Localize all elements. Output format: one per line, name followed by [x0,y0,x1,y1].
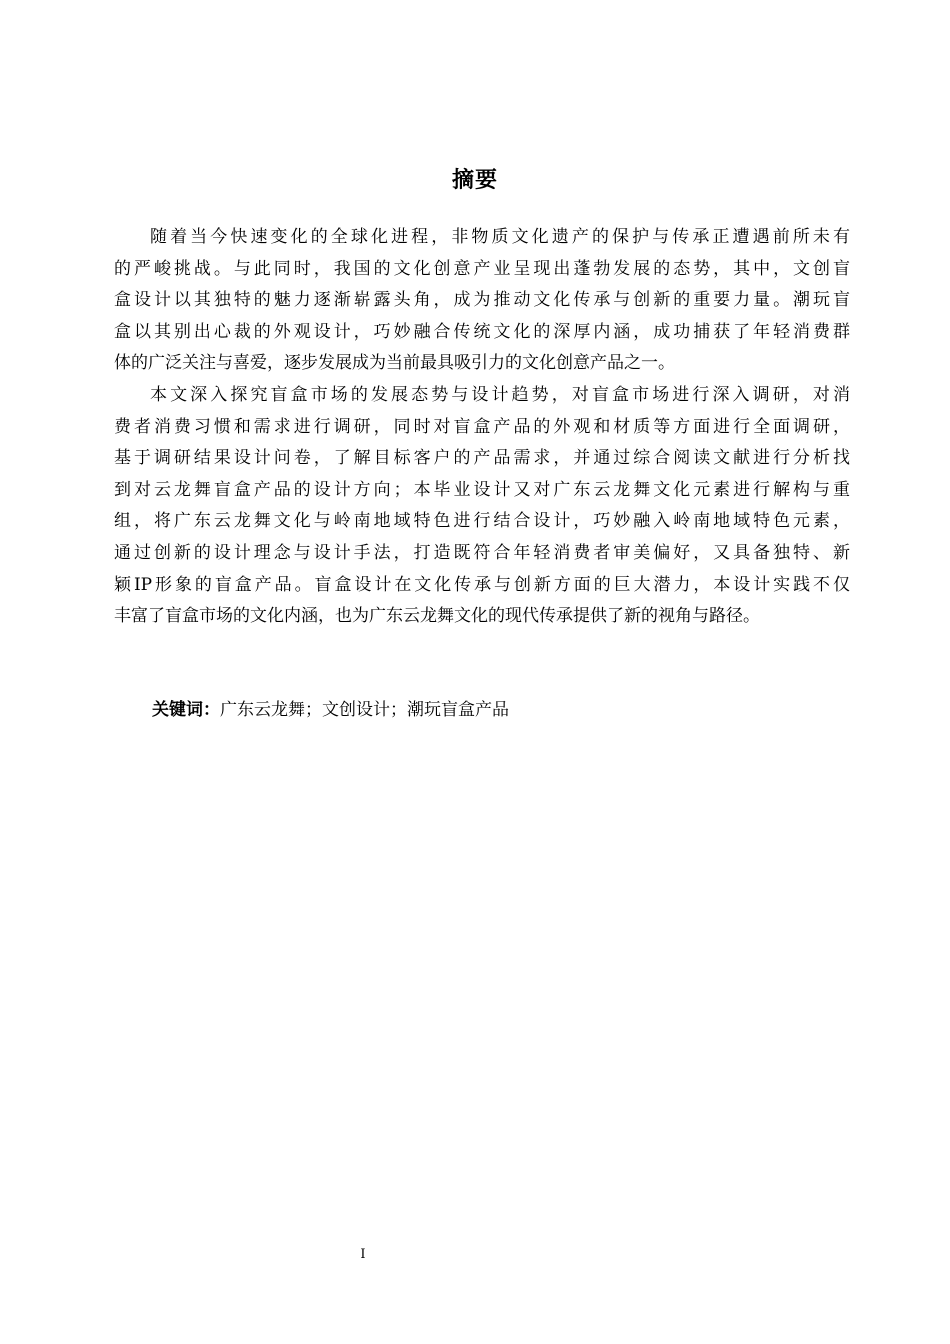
paragraph-2 [114,380,850,633]
keywords [152,695,509,725]
text-line: 盒设计以其独特的魅力逐渐崭露头角，成为推动文化传承与创新的重要力量。潮玩盲 [114,290,850,311]
keywords-value: 广东云龙舞；文创设计；潮玩盲盒产品 [220,700,509,720]
abstract-body [114,222,850,633]
text-line: 随着当今快速变化的全球化进程，非物质文化遗产的保护与传承正遭遇前所未有 [150,227,850,247]
text-line: 丰富了盲盒市场的文化内涵，也为广东云龙舞文化的现代传承提供了新的视角与路径。 [114,606,760,627]
text-line: 到对云龙舞盲盒产品的设计方向；本毕业设计又对广东云龙舞文化元素进行解构与重 [114,479,850,500]
text-line: 通过创新的设计理念与设计手法，打造既符合年轻消费者审美偏好，又具备独特、新 [114,542,850,563]
text-line: 组，将广东云龙舞文化与岭南地域特色进行结合设计，巧妙融入岭南地域特色元素， [114,511,850,532]
text-line: 体的广泛关注与喜爱，逐步发展成为当前最具吸引力的文化创意产品之一。 [114,353,675,374]
page-number: I [360,1247,366,1262]
text-line: 费者消费习惯和需求进行调研，同时对盲盒产品的外观和材质等方面进行全面调研， [114,416,850,437]
text-line: 盒以其别出心裁的外观设计，巧妙融合传统文化的深厚内涵，成功捕获了年轻消费群 [114,321,850,342]
text-line: 的严峻挑战。与此同时，我国的文化创意产业呈现出蓬勃发展的态势，其中，文创盲 [114,258,850,279]
keywords-label: 关键词： [152,700,220,720]
text-line: 颖IP形象的盲盒产品。盲盒设计在文化传承与创新方面的巨大潜力，本设计实践不仅 [114,574,850,595]
paragraph-1 [114,222,850,380]
text-line: 基于调研结果设计问卷，了解目标客户的产品需求，并通过综合阅读文献进行分析找 [114,448,850,469]
page-title: 摘要 [451,168,498,193]
text-line: 本文深入探究盲盒市场的发展态势与设计趋势，对盲盒市场进行深入调研，对消 [150,384,850,405]
